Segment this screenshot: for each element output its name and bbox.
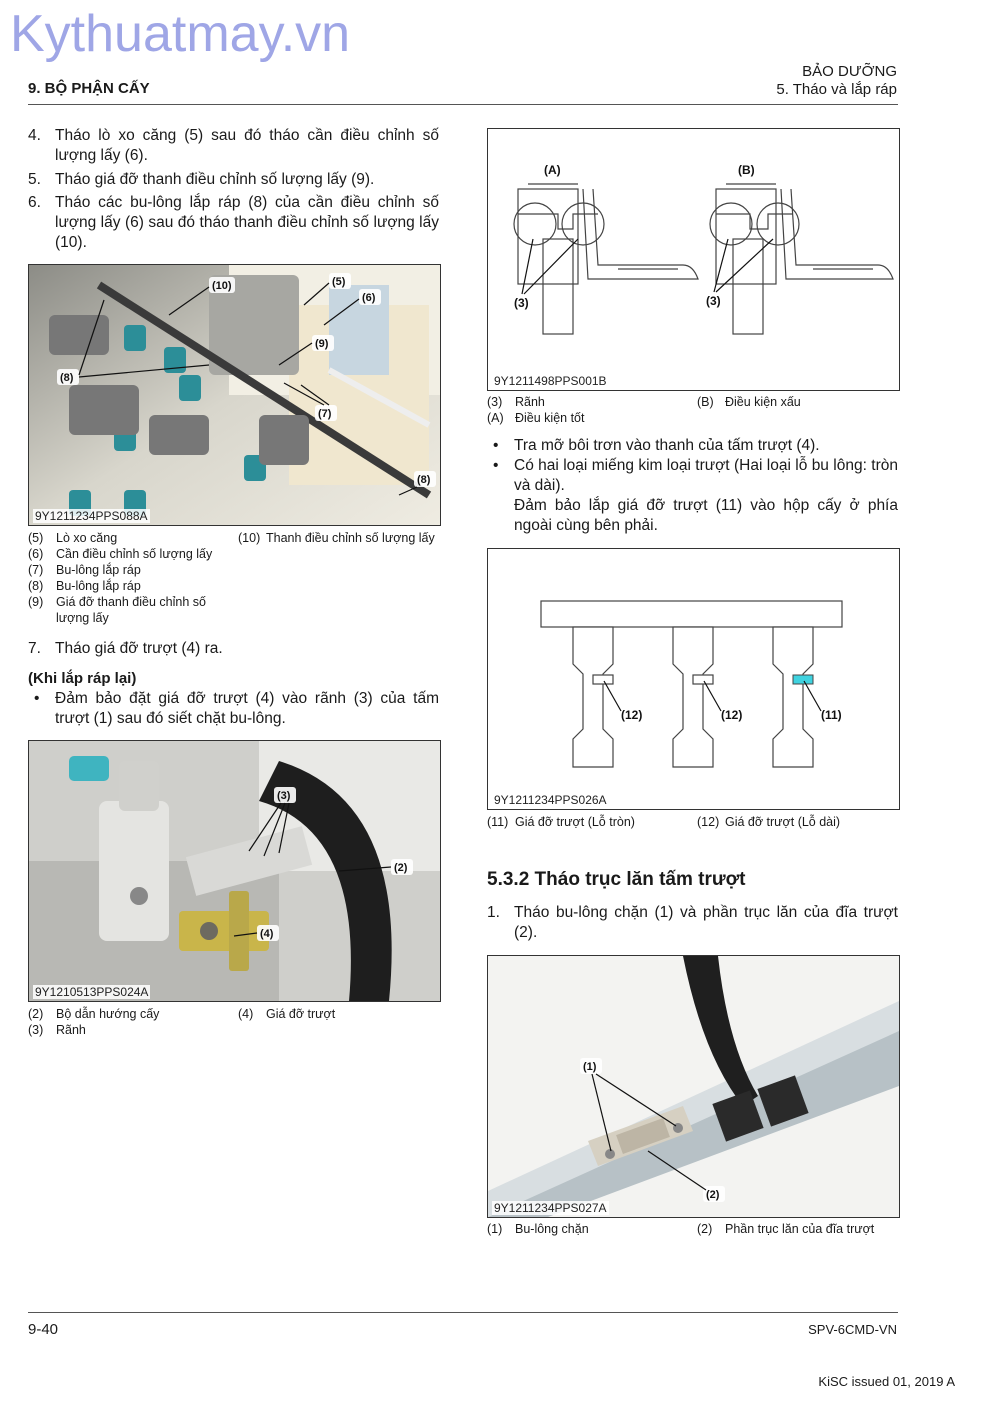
photo-roller — [487, 955, 900, 1218]
callout-6: (6) — [362, 292, 376, 304]
diagram1-id: 9Y1211498PPS001B — [494, 374, 607, 388]
callout-2: (2) — [394, 862, 408, 874]
photo-planting-guide-illustration — [29, 741, 440, 1001]
subsection-title: 5. Tháo và lắp ráp — [776, 81, 897, 98]
doc-code: SPV-6CMD-VN — [808, 1322, 897, 1337]
label-groove-b: (3) — [706, 294, 721, 308]
photo-adjusting-rod-illustration — [29, 265, 440, 525]
step-1-roller: 1. Tháo bu-lông chặn (1) và phần trục lăn của đĩa trượt (2). — [487, 904, 898, 941]
photo-adjusting-rod — [28, 264, 441, 526]
diagram-slide-brackets-drawing — [488, 549, 899, 809]
photo3-captions-right: (2) Phần trục lăn của đĩa trượt — [697, 1222, 875, 1236]
callout-5: (5) — [332, 276, 346, 288]
step-5: 5. Tháo giá đỡ thanh điều chỉnh số lượng lấy (9). — [28, 171, 375, 188]
callout-1: (1) — [583, 1061, 597, 1073]
callout-2-roller: (2) — [706, 1189, 720, 1201]
callout-10: (10) — [212, 280, 232, 292]
diagram2-captions-left: (11) Giá đỡ trượt (Lỗ tròn) — [487, 815, 635, 829]
footer-rule — [28, 1312, 898, 1313]
diagram2-id: 9Y1211234PPS026A — [494, 793, 607, 807]
photo2-id: 9Y1210513PPS024A — [35, 985, 149, 999]
callout-4: (4) — [260, 928, 274, 940]
label-a: (A) — [544, 163, 561, 177]
section-heading-532: 5.3.2 Tháo trục lăn tấm trượt — [487, 869, 746, 890]
label-b: (B) — [738, 163, 755, 177]
photo-planting-guide — [28, 740, 441, 1002]
callout-8-right: (8) — [417, 474, 431, 486]
diagram1-captions-left: (3) Rãnh (A) Điều kiện tốt — [487, 395, 585, 425]
diagram-groove-condition-drawing — [488, 129, 899, 390]
photo1-captions-left: (5) Lò xo căng (6) Cần điều chỉnh số lượng lấy (7) Bu-lông lắp ráp (8) Bu-lông lắp ráp (9) Giá đỡ thanh điều chỉnh số lượng lấy — [28, 531, 213, 625]
chapter-title: 9. BỘ PHẬN CẤY — [28, 80, 150, 97]
photo1-id: 9Y1211234PPS088A — [35, 509, 148, 523]
diagram-slide-brackets — [487, 548, 900, 810]
step-6: 6. Tháo các bu-lông lắp ráp (8) của cần điều chỉnh số lượng lấy (6) sau đó tháo thanh điều chỉnh số lượng lấy (10). — [28, 194, 439, 251]
callout-3: (3) — [277, 790, 291, 802]
label-11: (11) — [821, 708, 842, 722]
bullet-grease: • Tra mỡ bôi trơn vào thanh của tấm trượt (4). — [493, 437, 820, 454]
header-rule — [28, 104, 898, 105]
callout-9: (9) — [315, 338, 329, 350]
label-groove-a: (3) — [514, 296, 529, 310]
callout-8-left: (8) — [60, 372, 74, 384]
photo3-id: 9Y1211234PPS027A — [494, 1201, 607, 1215]
issue-info: KiSC issued 01, 2019 A — [818, 1374, 955, 1389]
highlight-bracket-11 — [793, 675, 813, 684]
section-title: BẢO DƯỠNG — [802, 63, 897, 80]
reassembly-bullet: • Đảm bảo đặt giá đỡ trượt (4) vào rãnh (3) của tấm trượt (1) sau đó siết chặt bu-lông. — [34, 690, 439, 727]
reassembly-heading: (Khi lắp ráp lại) — [28, 670, 137, 687]
step-4: 4. Tháo lò xo căng (5) sau đó tháo cần điều chỉnh số lượng lấy (6). — [28, 127, 439, 164]
bullet-metal-types: • Có hai loại miếng kim loại trượt (Hai loại lỗ bu lông: tròn và dài). — [493, 457, 898, 494]
label-12-a: (12) — [621, 708, 643, 722]
diagram1-captions-right: (B) Điều kiện xấu — [697, 395, 801, 409]
diagram2-captions-right: (12) Giá đỡ trượt (Lỗ dài) — [697, 815, 841, 829]
photo-roller-illustration — [488, 956, 899, 1217]
bullet-install-note: Đảm bảo lắp giá đỡ trượt (11) vào hộp cấy ở phía ngoài cùng bên phải. — [514, 497, 898, 534]
photo2-captions-right: (4) Giá đỡ trượt — [238, 1007, 336, 1021]
watermark: Kythuatmay.vn — [10, 5, 351, 63]
label-12-b: (12) — [721, 708, 743, 722]
photo1-captions-right: (10) Thanh điều chỉnh số lượng lấy — [238, 531, 435, 545]
step-7: 7. Tháo giá đỡ trượt (4) ra. — [28, 640, 223, 657]
photo3-captions-left: (1) Bu-lông chặn — [487, 1222, 589, 1236]
diagram-groove-condition — [487, 128, 900, 391]
callout-7: (7) — [318, 408, 332, 420]
page-number: 9-40 — [28, 1321, 59, 1338]
photo2-captions-left: (2) Bộ dẫn hướng cấy (3) Rãnh — [28, 1007, 160, 1037]
